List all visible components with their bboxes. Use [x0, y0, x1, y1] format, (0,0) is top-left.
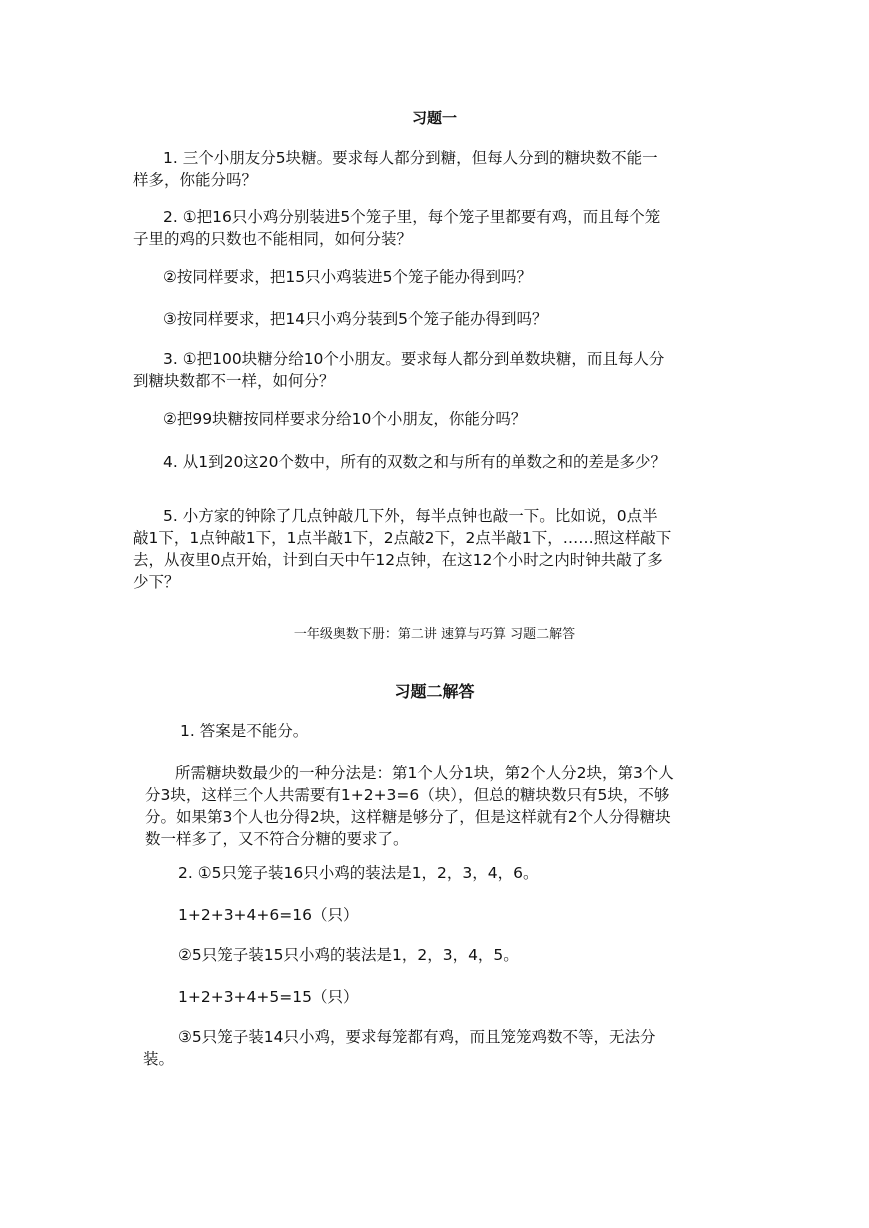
question-2c: ③按同样要求，把14只小鸡分装到5个笼子能办得到吗？	[163, 310, 548, 328]
answer-1-explanation	[145, 762, 674, 850]
question-5-line-1: 5. 小方家的钟除了几点钟敲几下外，每半点钟也敲一下。比如说，0点半	[163, 507, 658, 525]
answer-2c	[143, 1026, 655, 1070]
answer-1-explanation-line-3: 分。如果第3个人也分得2块，这样糖是够分了，但是这样就有2个人分得糖块	[145, 808, 671, 826]
answer-2c-line-1: ③5只笼子装14只小鸡，要求每笼都有鸡，而且笼笼鸡数不等，无法分	[178, 1028, 656, 1046]
question-5	[133, 505, 671, 593]
answer-2a-equation: 1+2+3+4+6=16（只）	[178, 906, 359, 924]
question-5-line-4: 少下？	[133, 573, 180, 591]
question-5-line-2: 敲1下，1点钟敲1下，1点半敲1下，2点敲2下，2点半敲1下，……照这样敲下	[133, 529, 672, 547]
question-2a	[133, 206, 660, 250]
answer-1-explanation-line-4: 数一样多了，又不符合分糖的要求了。	[145, 830, 409, 848]
question-2a-line-2: 子里的鸡的只数也不能相同，如何分装？	[133, 230, 413, 248]
question-3a	[133, 348, 664, 392]
question-4: 4. 从1到20这20个数中，所有的双数之和与所有的单数之和的差是多少？	[163, 453, 667, 471]
question-1-line-2: 样多，你能分吗？	[133, 171, 258, 189]
question-1	[133, 147, 658, 191]
answer-2c-line-2: 装。	[143, 1050, 175, 1068]
exercise-1-title: 习题一	[411, 109, 457, 127]
answer-2b-equation: 1+2+3+4+5=15（只）	[178, 988, 359, 1006]
answer-1-explanation-line-1: 所需糖块数最少的一种分法是：第1个人分1块，第2个人分2块，第3个人	[175, 764, 674, 782]
question-2a-line-1: 2. ①把16只小鸡分别装进5个笼子里，每个笼子里都要有鸡，而且每个笼	[163, 208, 661, 226]
answer-2a: 2. ①5只笼子装16只小鸡的装法是1，2，3，4，6。	[178, 864, 539, 882]
answer-1: 1. 答案是不能分。	[180, 722, 309, 740]
question-5-line-3: 去，从夜里0点开始，计到白天中午12点钟，在这12个小时之内时钟共敲了多	[133, 551, 663, 569]
question-3a-line-2: 到糖块数都不一样，如何分？	[133, 372, 335, 390]
answer-1-explanation-line-2: 分3块，这样三个人共需要有1+2+3=6（块），但总的糖块数只有5块，不够	[145, 786, 670, 804]
question-2b: ②按同样要求，把15只小鸡装进5个笼子能办得到吗？	[163, 268, 532, 286]
answer-2b: ②5只笼子装15只小鸡的装法是1，2，3，4，5。	[178, 946, 519, 964]
solutions-title: 习题二解答	[394, 682, 475, 701]
section-caption: 一年级奥数下册：第二讲 速算与巧算 习题二解答	[293, 627, 576, 642]
question-1-line-1: 1. 三个小朋友分5块糖。要求每人都分到糖，但每人分到的糖块数不能一	[163, 149, 658, 167]
question-3a-line-1: 3. ①把100块糖分给10个小朋友。要求每人都分到单数块糖，而且每人分	[163, 350, 665, 368]
question-3b: ②把99块糖按同样要求分给10个小朋友，你能分吗？	[163, 410, 527, 428]
